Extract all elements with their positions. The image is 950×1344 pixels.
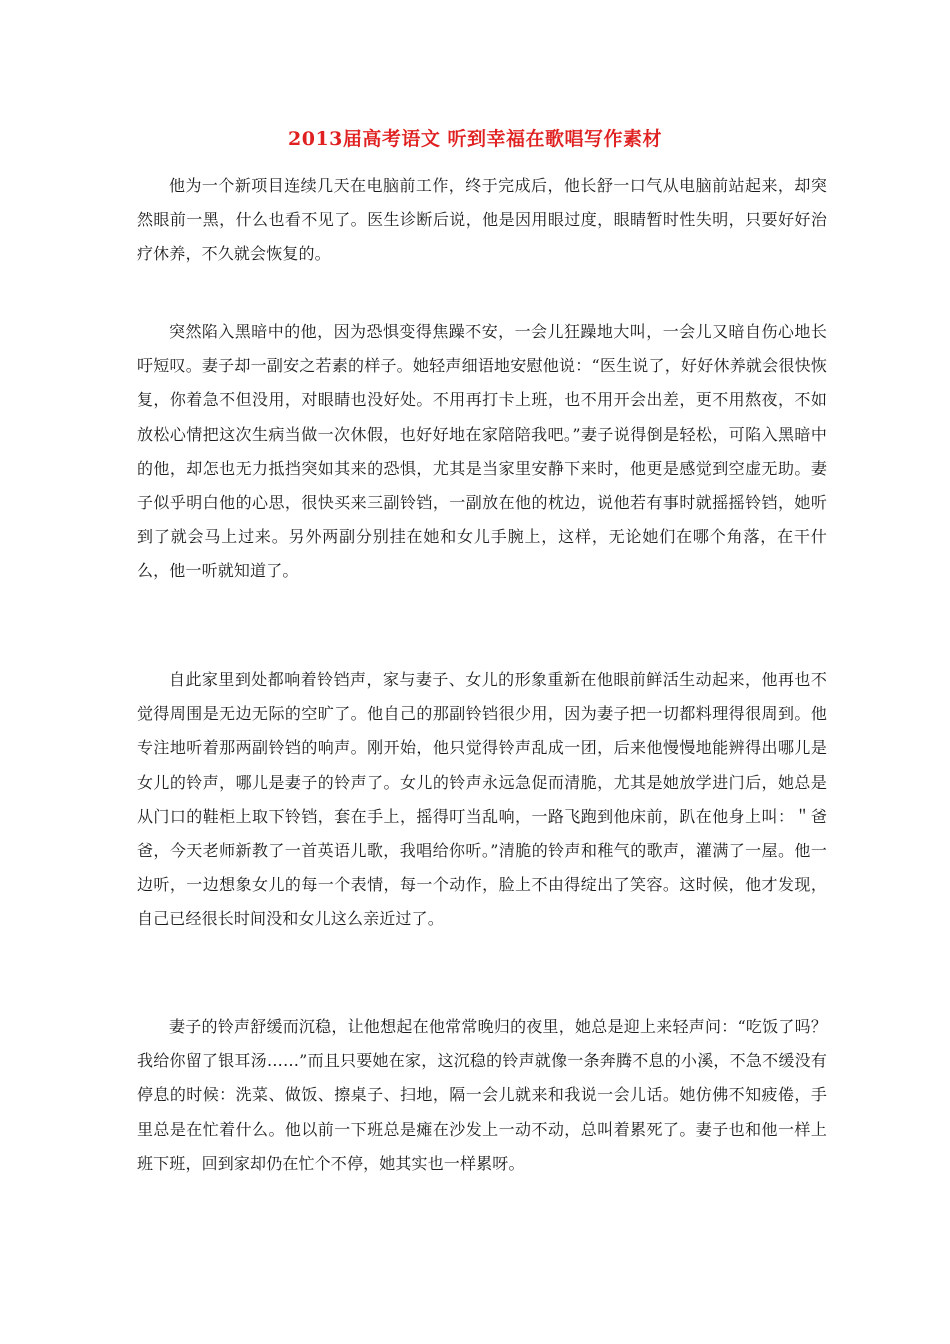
- paragraph-4: 妻子的铃声舒缓而沉稳，让他想起在他常常晚归的夜里，她总是迎上来轻声问：“吃饭了吗？我给你留了银耳汤……”而且只要她在家，这沉稳的铃声就像一条奔腾不息的小溪，不急不缓没有停息的时候：洗菜、做饭、擦桌子、扫地，隔一会儿就来和我说一会儿话。她仿佛不知疲倦，手里总是在忙着什么。他以前一下班总是瘫在沙发上一动不动，总叫着累死了。妻子也和他一样上班下班，回到家却仍在忙个不停，她其实也一样累呀。: [137, 1017, 827, 1173]
- document-title: 2013届高考语文 听到幸福在歌唱写作素材: [288, 128, 662, 150]
- paragraph-3: 自此家里到处都响着铃铛声，家与妻子、女儿的形象重新在他眼前鲜活生动起来，他再也不觉得周围是无边无际的空旷了。他自己的那副铃铛很少用，因为妻子把一切都料理得很周到。他专注地听着那两副铃铛的响声。刚开始，他只觉得铃声乱成一团，后来他慢慢地能辨得出哪儿是女儿的铃声，哪儿是妻子的铃声了。女儿的铃声永远急促而清脆，尤其是她放学进门后，她总是从门口的鞋柜上取下铃铛，套在手上，摇得叮当乱响，一路飞跑到他床前，趴在他身上叫：＂爸爸，今天老师新教了一首英语儿歌，我唱给你听。”清脆的铃声和稚气的歌声，灌满了一屋。他一边听，一边想象女儿的每一个表情，每一个动作，脸上不由得绽出了笑容。这时候，他才发现，自己已经很长时间没和女儿这么亲近过了。: [137, 670, 827, 929]
- paragraph-1: 他为一个新项目连续几天在电脑前工作，终于完成后，他长舒一口气从电脑前站起来，却突然眼前一黑，什么也看不见了。医生诊断后说，他是因用眼过度，眼睛暂时性失明，只要好好治疗休养，不久就会恢复的。: [137, 176, 827, 264]
- paragraph-2: 突然陷入黑暗中的他，因为恐惧变得焦躁不安，一会儿狂躁地大叫，一会儿又暗自伤心地长吁短叹。妻子却一副安之若素的样子。她轻声细语地安慰他说：“医生说了，好好休养就会很快恢复，你着急不但没用，对眼睛也没好处。不用再打卡上班，也不用开会出差，更不用熬夜，不如放松心情把这次生病当做一次休假，也好好地在家陪陪我吧。”妻子说得倒是轻松，可陷入黑暗中的他，却怎也无力抵挡突如其来的恐惧，尤其是当家里安静下来时，他更是感觉到空虚无助。妻子似乎明白他的心思，很快买来三副铃铛，一副放在他的枕边，说他若有事时就摇摇铃铛，她听到了就会马上过来。另外两副分别挂在她和女儿手腕上，这样，无论她们在哪个角落，在干什么，他一听就知道了。: [137, 322, 827, 581]
